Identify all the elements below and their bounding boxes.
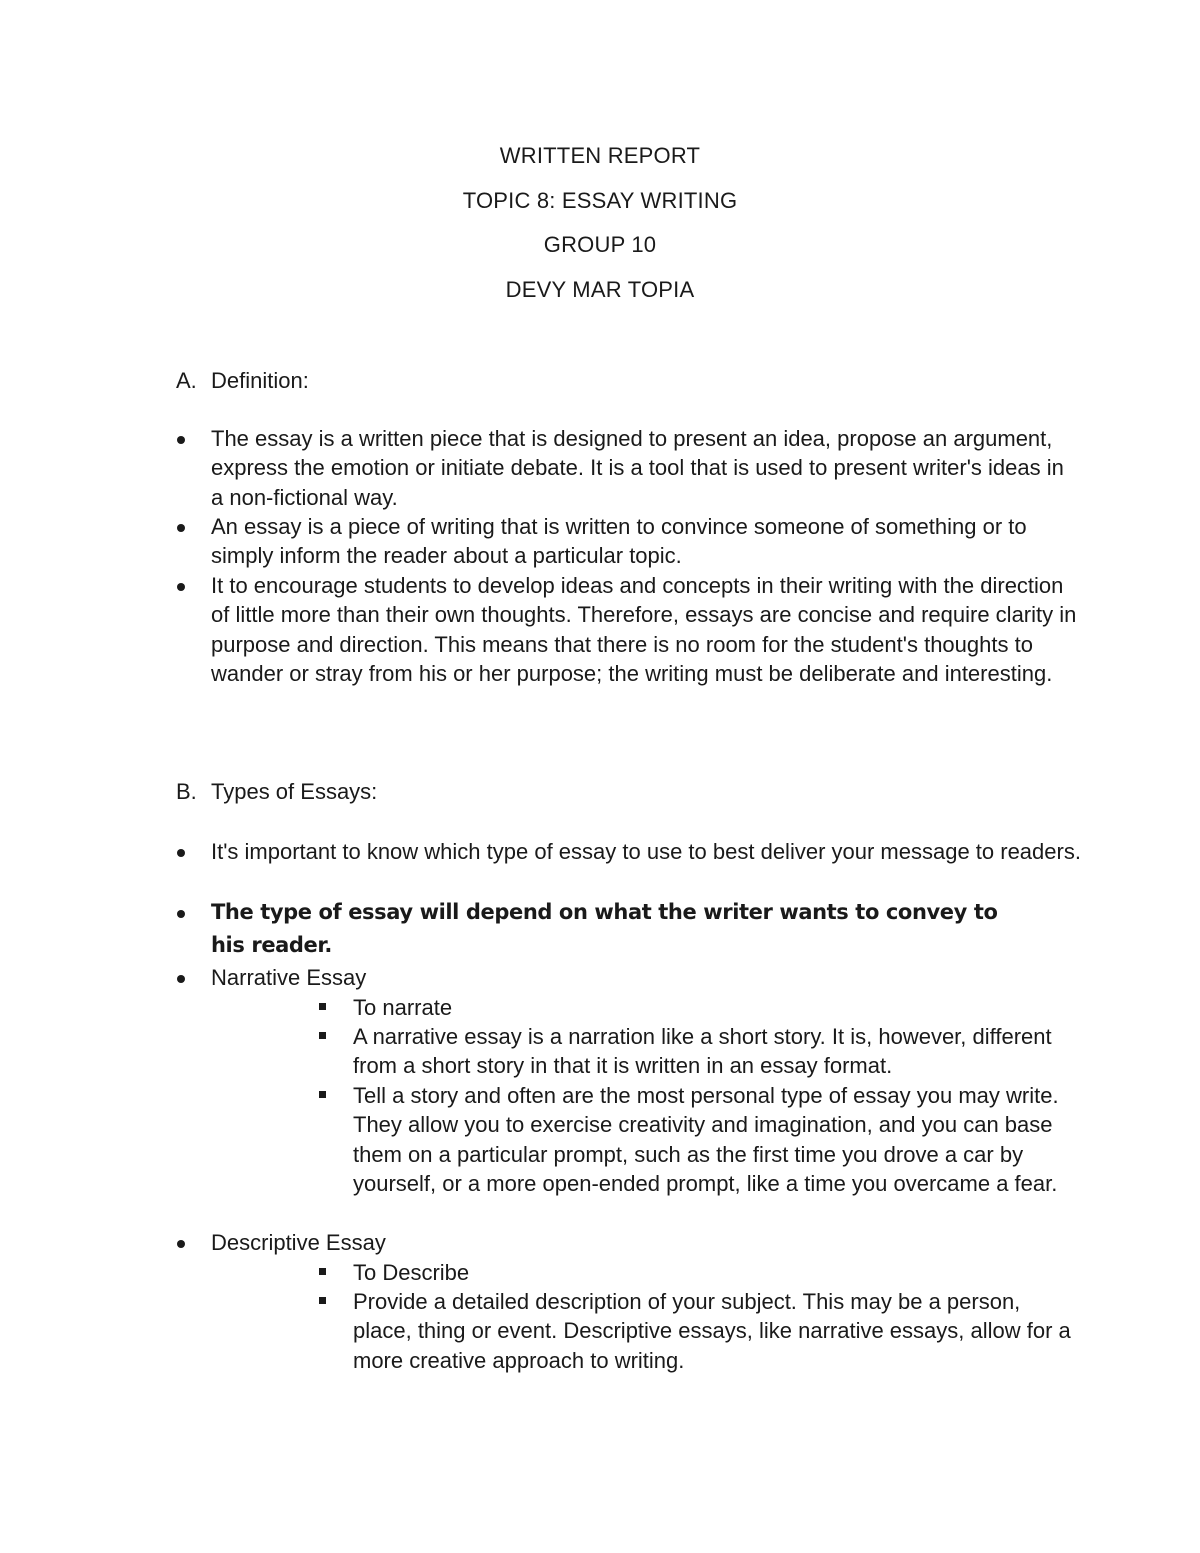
square-bullet-icon	[319, 1268, 326, 1275]
subitem-text: To Describe	[353, 1260, 470, 1285]
section-b-title: Types of Essays:	[211, 779, 378, 804]
square-bullet-icon	[319, 1032, 326, 1039]
author-name: DEVY MAR TOPIA	[505, 277, 695, 302]
narrative-subitem-2	[353, 1022, 1073, 1081]
bullet-text: An essay is a piece of writing that is written to convince someone of something or to simply inform the reader about a particular topic.	[211, 514, 1027, 569]
bullet-icon	[177, 975, 185, 983]
definition-bullet-1	[211, 424, 1081, 512]
bullet-icon	[177, 436, 185, 444]
section-b-heading	[176, 779, 377, 805]
bullet-text: It to encourage students to develop ideas and concepts in their writing with the direction of little more than their own thoughts. Therefore, essays are concise and require clarity in purpose and direction. This means that there is no room for the student's thoughts to wander or stray from his or her purpose; the writing must be deliberate and interesting.	[211, 573, 1077, 687]
bullet-icon	[177, 524, 185, 532]
subitem-text: To narrate	[353, 995, 453, 1020]
bullet-icon	[177, 849, 185, 857]
subitem-text: Provide a detailed description of your subject. This may be a person, place, thing or event. Descriptive essays, like narrative essays, allow for a more creative approach to writing.	[353, 1289, 1071, 1373]
bullet-icon	[177, 910, 185, 918]
square-bullet-icon	[319, 1297, 326, 1304]
definition-bullet-3	[211, 571, 1081, 689]
definition-bullet-2	[211, 512, 1081, 571]
descriptive-subitem-1	[353, 1258, 1073, 1287]
section-a-heading	[176, 368, 309, 394]
bullet-text: The essay is a written piece that is designed to present an idea, propose an argument, express the emotion or initiate debate. It is a tool that is used to present writer's ideas in a non-fictional way.	[211, 426, 1064, 510]
narrative-essay-bullet	[211, 963, 1081, 992]
bullet-text: It's important to know which type of essay to use to best deliver your message to readers.	[211, 839, 1081, 864]
bullet-text: Narrative Essay	[211, 965, 367, 990]
narrative-subitem-1	[353, 993, 1073, 1022]
topic-title: TOPIC 8: ESSAY WRITING	[462, 188, 738, 213]
bullet-text: The type of essay will depend on what the writer wants to convey to his reader.	[211, 900, 998, 957]
narrative-subitem-3	[353, 1081, 1073, 1199]
bullet-icon	[177, 1240, 185, 1248]
descriptive-essay-bullet	[211, 1228, 1081, 1257]
types-intro-bullet	[211, 837, 1081, 866]
subitem-text: A narrative essay is a narration like a short story. It is, however, different from a short story in that it is written in an essay format.	[353, 1024, 1052, 1079]
report-title: WRITTEN REPORT	[499, 143, 701, 168]
bullet-text: Descriptive Essay	[211, 1230, 386, 1255]
section-b-letter: B.	[176, 779, 197, 804]
section-a-letter: A.	[176, 368, 197, 393]
subitem-text: Tell a story and often are the most personal type of essay you may write. They allow you to exercise creativity and imagination, and you can base them on a particular prompt, such as the first time you drove a car by yourself, or a more open-ended prompt, like a time you overcame a fear.	[353, 1083, 1059, 1197]
group-title: GROUP 10	[543, 232, 657, 257]
square-bullet-icon	[319, 1003, 326, 1010]
descriptive-subitem-2	[353, 1287, 1073, 1375]
types-bold-bullet	[211, 896, 1031, 962]
section-a-title: Definition:	[211, 368, 309, 393]
bullet-icon	[177, 583, 185, 591]
square-bullet-icon	[319, 1091, 326, 1098]
